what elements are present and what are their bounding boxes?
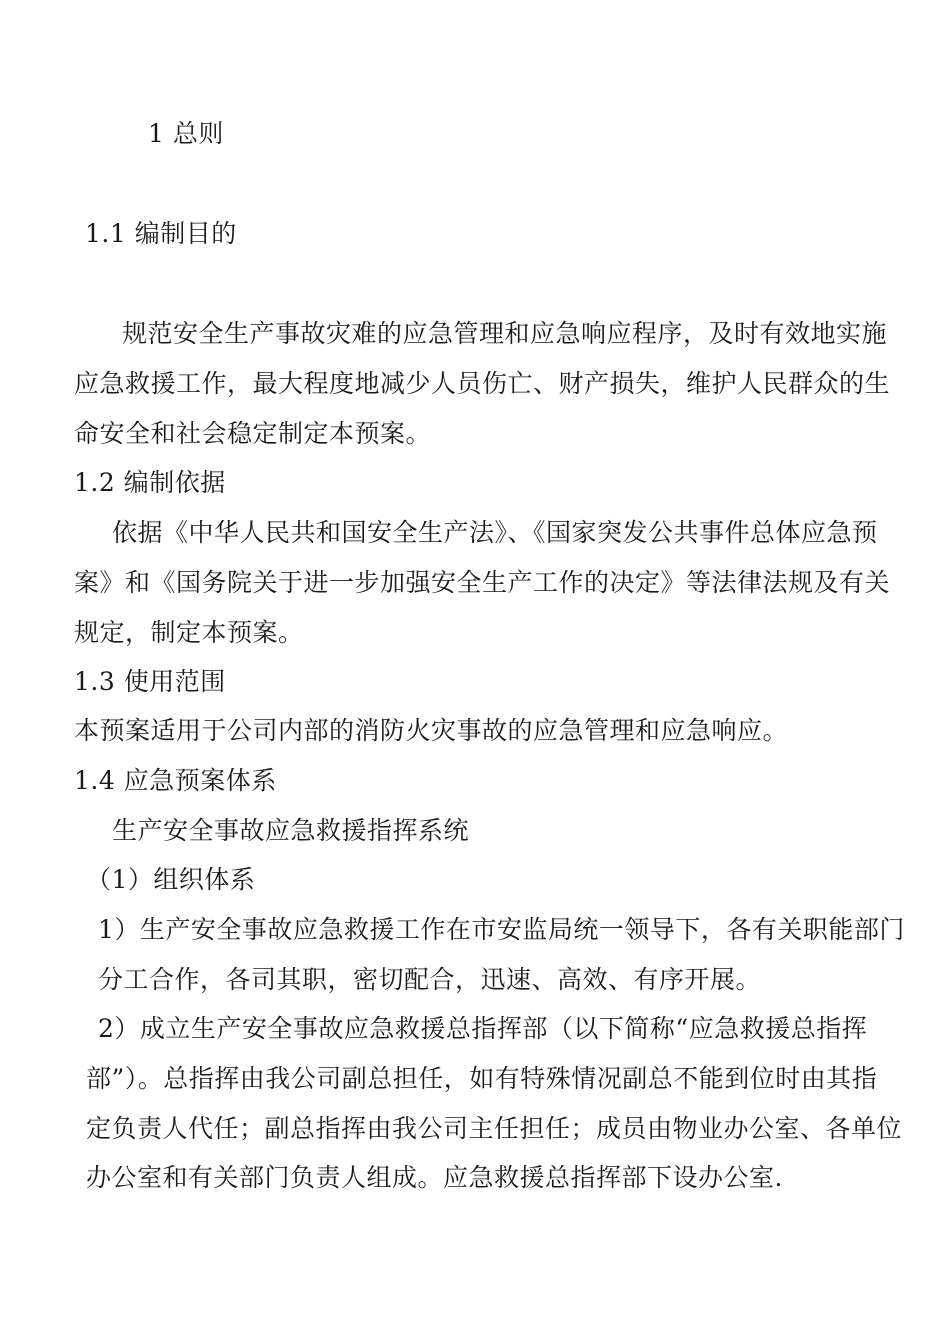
paragraph-line: 命安全和社会稳定制定本预案。 bbox=[74, 419, 432, 448]
paragraph-line: 案》和《国务院关于进一步加强安全生产工作的决定》等法律法规及有关 bbox=[74, 568, 891, 597]
subsection-title: 生产安全事故应急救援指挥系统 bbox=[112, 816, 470, 845]
paragraph-line: 规定，制定本预案。 bbox=[74, 618, 304, 647]
paragraph-line: 本预案适用于公司内部的消防火灾事故的应急管理和应急响应。 bbox=[74, 716, 789, 745]
section-title: 1 总则 bbox=[148, 119, 224, 148]
list-item-line: 部”）。总指挥由我公司副总担任，如有特殊情况副总不能到位时由其指 bbox=[86, 1064, 878, 1093]
heading-1-3: 1.3 使用范围 bbox=[74, 667, 226, 696]
paragraph-line: 依据《中华人民共和国安全生产法》、《国家突发公共事件总体应急预 bbox=[112, 518, 878, 547]
list-item-line: 1）生产安全事故应急救援工作在市安监局统一领导下，各有关职能部门 bbox=[98, 915, 905, 944]
paragraph-line: 规范安全生产事故灾难的应急管理和应急响应程序，及时有效地实施 bbox=[122, 319, 888, 348]
list-item-line: 定负责人代任；副总指挥由我公司主任担任；成员由物业办公室、各单位 bbox=[86, 1114, 903, 1143]
heading-1-1: 1.1 编制目的 bbox=[85, 219, 237, 248]
list-item-line: 分工合作，各司其职，密切配合，迅速、高效、有序开展。 bbox=[98, 965, 762, 994]
heading-1-4: 1.4 应急预案体系 bbox=[74, 766, 277, 795]
heading-1-2: 1.2 编制依据 bbox=[74, 468, 226, 497]
list-item-line: 办公室和有关部门负责人组成。应急救援总指挥部下设办公室. bbox=[86, 1163, 783, 1192]
subsection-label: （1）组织体系 bbox=[86, 865, 256, 894]
paragraph-line: 应急救援工作，最大程度地减少人员伤亡、财产损失，维护人民群众的生 bbox=[74, 369, 891, 398]
list-item-line: 2）成立生产安全事故应急救援总指挥部（以下简称“应急救援总指挥 bbox=[98, 1014, 868, 1043]
